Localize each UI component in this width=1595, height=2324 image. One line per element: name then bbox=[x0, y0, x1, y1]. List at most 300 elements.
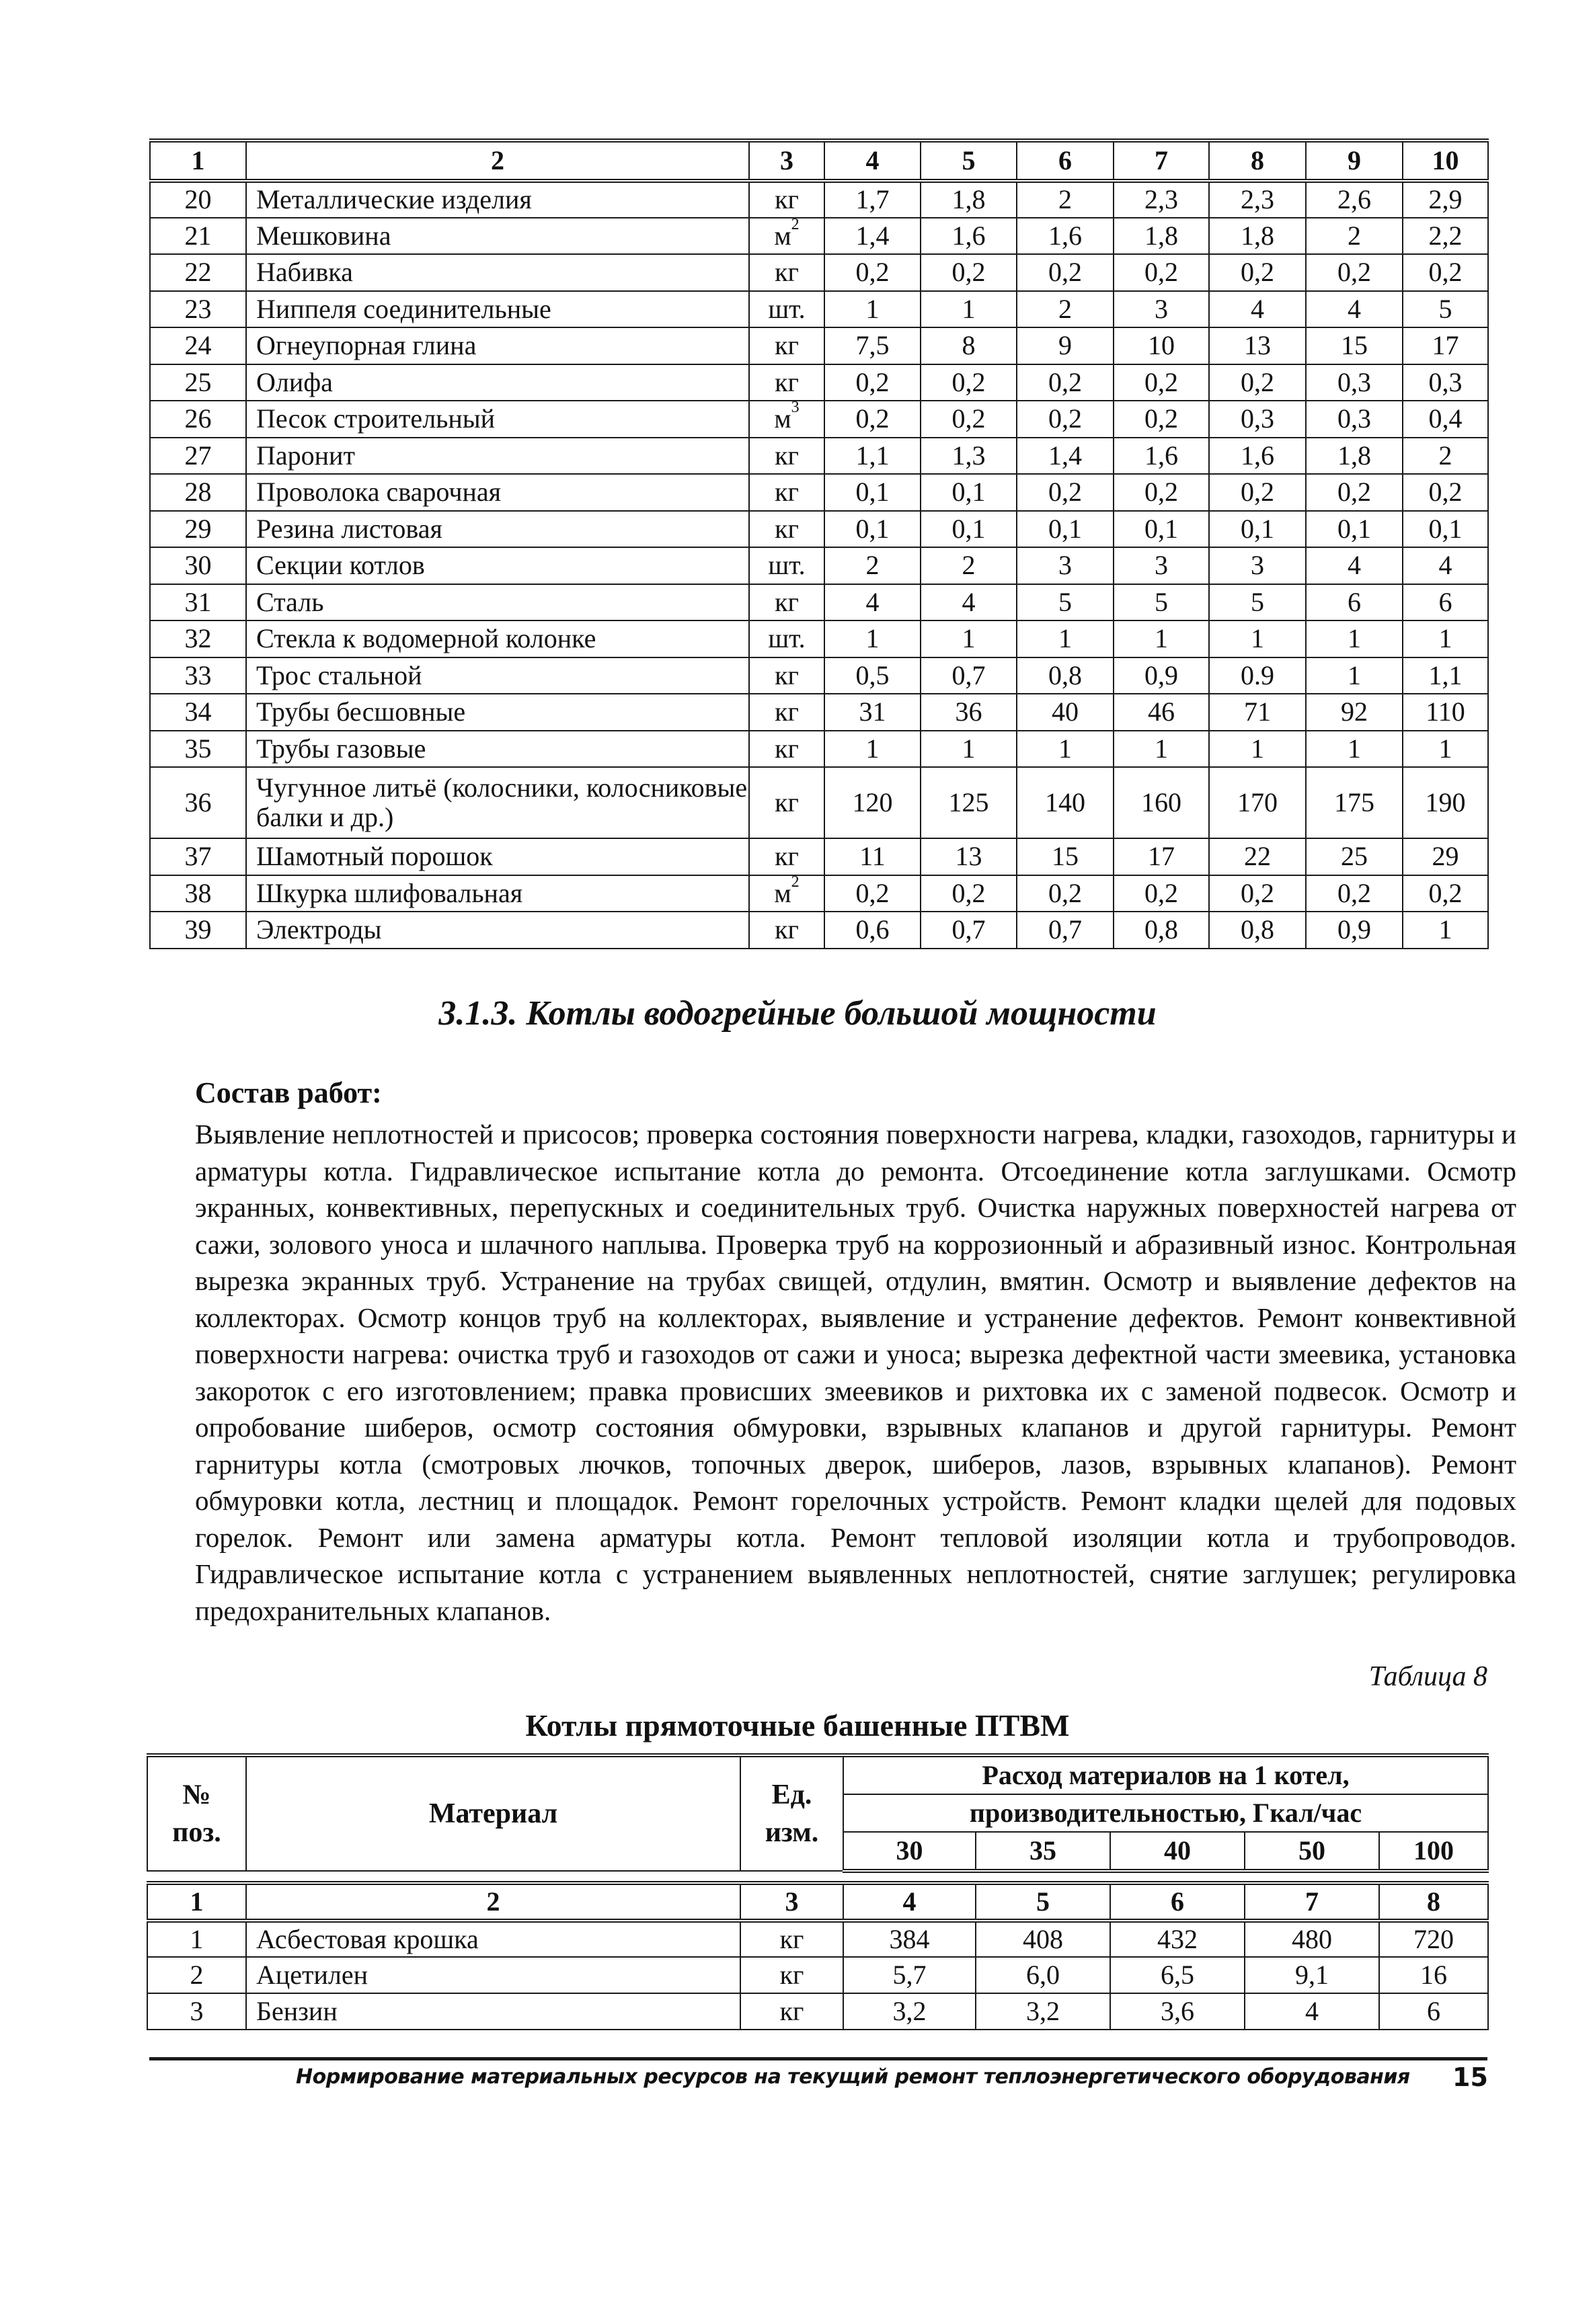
value-cell: 10 bbox=[1114, 327, 1209, 364]
unit: шт. bbox=[768, 550, 806, 581]
unit-exponent: 2 bbox=[791, 873, 800, 891]
position-number: 22 bbox=[150, 254, 246, 291]
unit: м bbox=[774, 220, 791, 251]
value-cell: 6,5 bbox=[1110, 1957, 1245, 1993]
value-cell: 1 bbox=[1017, 731, 1114, 768]
value-cell: 1,8 bbox=[921, 181, 1017, 218]
value-cell: 1 bbox=[1403, 620, 1488, 657]
value-cell: 29 bbox=[1403, 838, 1488, 875]
unit-cell bbox=[749, 547, 824, 584]
column-number: 1 bbox=[147, 1883, 246, 1921]
unit: кг bbox=[775, 513, 799, 544]
value-cell: 1 bbox=[1306, 657, 1403, 694]
unit-cell bbox=[749, 364, 824, 401]
unit-cell bbox=[749, 767, 824, 838]
column-number-row bbox=[147, 1883, 1488, 1921]
value-cell: 0,2 bbox=[1114, 254, 1209, 291]
unit: м bbox=[774, 877, 791, 908]
value-cell: 110 bbox=[1403, 694, 1488, 731]
unit: кг bbox=[775, 257, 799, 288]
value-cell: 1,4 bbox=[1017, 438, 1114, 475]
column-number: 9 bbox=[1306, 141, 1403, 181]
position-number: 26 bbox=[150, 401, 246, 438]
value-cell: 0,5 bbox=[824, 657, 921, 694]
value-cell: 0,8 bbox=[1114, 912, 1209, 949]
value-cell: 720 bbox=[1379, 1921, 1488, 1957]
table-row bbox=[150, 254, 1488, 291]
value-cell: 0,2 bbox=[1017, 474, 1114, 511]
value-cell: 0,2 bbox=[921, 401, 1017, 438]
value-cell: 17 bbox=[1114, 838, 1209, 875]
unit-cell bbox=[749, 731, 824, 768]
pos-header-line2: поз. bbox=[172, 1817, 221, 1848]
table-row bbox=[150, 181, 1488, 218]
value-cell: 0,2 bbox=[1017, 401, 1114, 438]
column-number: 4 bbox=[843, 1883, 976, 1921]
table-row bbox=[150, 327, 1488, 364]
value-cell: 0.9 bbox=[1209, 657, 1306, 694]
material-name: Сталь bbox=[246, 584, 749, 621]
unit-cell bbox=[749, 657, 824, 694]
position-number: 39 bbox=[150, 912, 246, 949]
value-cell: 40 bbox=[1017, 694, 1114, 731]
value-cell: 408 bbox=[976, 1921, 1110, 1957]
material-name: Асбестовая крошка bbox=[246, 1921, 740, 1957]
value-cell: 2 bbox=[824, 547, 921, 584]
value-cell: 384 bbox=[843, 1921, 976, 1957]
table-row bbox=[150, 657, 1488, 694]
column-number: 8 bbox=[1209, 141, 1306, 181]
material-name: Олифа bbox=[246, 364, 749, 401]
value-cell: 160 bbox=[1114, 767, 1209, 838]
value-cell: 0,8 bbox=[1209, 912, 1306, 949]
value-cell: 120 bbox=[824, 767, 921, 838]
table-row bbox=[150, 291, 1488, 328]
value-cell: 1 bbox=[1114, 620, 1209, 657]
table-reference: Таблица 8 bbox=[1368, 1661, 1487, 1692]
table-row bbox=[147, 1957, 1488, 1993]
value-cell: 2 bbox=[1017, 291, 1114, 328]
value-cell: 1,8 bbox=[1306, 438, 1403, 475]
value-cell: 5,7 bbox=[843, 1957, 976, 1993]
value-cell: 0,2 bbox=[824, 875, 921, 912]
unit: кг bbox=[775, 659, 799, 690]
unit-header-line2: изм. bbox=[765, 1817, 819, 1848]
value-cell: 0,7 bbox=[921, 657, 1017, 694]
material-name: Бензин bbox=[246, 1993, 740, 2030]
unit-cell bbox=[749, 327, 824, 364]
position-number: 28 bbox=[150, 474, 246, 511]
position-number: 32 bbox=[150, 620, 246, 657]
unit-cell bbox=[749, 401, 824, 438]
position-number: 1 bbox=[147, 1921, 246, 1957]
value-cell: 0,2 bbox=[921, 364, 1017, 401]
value-cell: 0,2 bbox=[1209, 474, 1306, 511]
column-number: 2 bbox=[246, 1883, 740, 1921]
value-cell: 0,1 bbox=[1114, 511, 1209, 548]
value-cell: 1,6 bbox=[921, 218, 1017, 255]
value-cell: 2,3 bbox=[1114, 181, 1209, 218]
value-cell: 1,8 bbox=[1114, 218, 1209, 255]
value-cell: 0,2 bbox=[921, 254, 1017, 291]
material-name: Секции котлов bbox=[246, 547, 749, 584]
value-cell: 0,7 bbox=[1017, 912, 1114, 949]
value-cell: 6 bbox=[1403, 584, 1488, 621]
table-row bbox=[150, 584, 1488, 621]
value-cell: 1,6 bbox=[1114, 438, 1209, 475]
value-cell: 92 bbox=[1306, 694, 1403, 731]
unit: кг bbox=[775, 440, 799, 471]
unit-cell bbox=[749, 438, 824, 475]
value-cell: 0,2 bbox=[1306, 474, 1403, 511]
consumption-header-line2: производительностью, Гкал/час bbox=[843, 1794, 1488, 1832]
value-cell: 0,2 bbox=[1306, 254, 1403, 291]
value-cell: 1,3 bbox=[921, 438, 1017, 475]
table-row bbox=[147, 1921, 1488, 1957]
value-cell: 0,2 bbox=[1114, 474, 1209, 511]
value-cell: 1 bbox=[824, 620, 921, 657]
value-cell: 1 bbox=[1403, 731, 1488, 768]
position-number: 2 bbox=[147, 1957, 246, 1993]
footer-text: Нормирование материальных ресурсов на текущий ремонт теплоэнергетического оборудования bbox=[296, 2065, 1410, 2089]
value-cell: 1,6 bbox=[1209, 438, 1306, 475]
position-number: 21 bbox=[150, 218, 246, 255]
value-cell: 0,3 bbox=[1209, 401, 1306, 438]
position-number: 30 bbox=[150, 547, 246, 584]
value-cell: 1 bbox=[1306, 620, 1403, 657]
material-name: Трубы бесшовные bbox=[246, 694, 749, 731]
unit-cell bbox=[749, 584, 824, 621]
value-cell: 3 bbox=[1017, 547, 1114, 584]
position-number: 36 bbox=[150, 767, 246, 838]
value-cell: 7,5 bbox=[824, 327, 921, 364]
capacity-header: 100 bbox=[1379, 1832, 1488, 1871]
column-number: 5 bbox=[921, 141, 1017, 181]
value-cell: 9 bbox=[1017, 327, 1114, 364]
material-name: Резина листовая bbox=[246, 511, 749, 548]
value-cell: 2 bbox=[1306, 218, 1403, 255]
value-cell: 0,8 bbox=[1017, 657, 1114, 694]
value-cell: 5 bbox=[1114, 584, 1209, 621]
spacer bbox=[147, 1871, 1488, 1883]
unit-cell bbox=[749, 511, 824, 548]
table-row bbox=[150, 838, 1488, 875]
value-cell: 1 bbox=[1306, 731, 1403, 768]
value-cell: 31 bbox=[824, 694, 921, 731]
unit: м bbox=[774, 403, 791, 434]
table-row bbox=[150, 875, 1488, 912]
value-cell: 2,3 bbox=[1209, 181, 1306, 218]
value-cell: 1,8 bbox=[1209, 218, 1306, 255]
value-cell: 3 bbox=[1114, 547, 1209, 584]
material-name: Проволока сварочная bbox=[246, 474, 749, 511]
table-row bbox=[150, 474, 1488, 511]
value-cell: 2,9 bbox=[1403, 181, 1488, 218]
value-cell: 0,1 bbox=[1017, 511, 1114, 548]
position-number: 37 bbox=[150, 838, 246, 875]
column-number: 1 bbox=[150, 141, 246, 181]
value-cell: 0,2 bbox=[1114, 401, 1209, 438]
value-cell: 0,2 bbox=[1209, 364, 1306, 401]
material-name: Ниппеля соединительные bbox=[246, 291, 749, 328]
unit-cell bbox=[749, 291, 824, 328]
section-title: 3.1.3. Котлы водогрейные большой мощности bbox=[438, 994, 1157, 1033]
value-cell: 1,1 bbox=[1403, 657, 1488, 694]
value-cell: 4 bbox=[1306, 291, 1403, 328]
value-cell: 1,6 bbox=[1017, 218, 1114, 255]
value-cell: 0,1 bbox=[1403, 511, 1488, 548]
value-cell: 0,1 bbox=[1306, 511, 1403, 548]
capacity-header: 40 bbox=[1110, 1832, 1245, 1871]
value-cell: 0,2 bbox=[1306, 875, 1403, 912]
table-row bbox=[150, 767, 1488, 838]
value-cell: 0,2 bbox=[824, 364, 921, 401]
position-number: 24 bbox=[150, 327, 246, 364]
value-cell: 4 bbox=[1245, 1993, 1379, 2030]
materials-table-continued bbox=[149, 138, 1489, 949]
value-cell: 0,2 bbox=[1017, 364, 1114, 401]
value-cell: 140 bbox=[1017, 767, 1114, 838]
table-row bbox=[150, 218, 1488, 255]
value-cell: 4 bbox=[1403, 547, 1488, 584]
unit: кг bbox=[775, 733, 799, 764]
unit: кг bbox=[775, 586, 799, 617]
column-number: 4 bbox=[824, 141, 921, 181]
value-cell: 0,1 bbox=[921, 474, 1017, 511]
value-cell: 190 bbox=[1403, 767, 1488, 838]
position-number: 29 bbox=[150, 511, 246, 548]
value-cell: 0,2 bbox=[1403, 474, 1488, 511]
capacity-header: 50 bbox=[1245, 1832, 1379, 1871]
value-cell: 6 bbox=[1306, 584, 1403, 621]
position-number: 31 bbox=[150, 584, 246, 621]
material-name: Набивка bbox=[246, 254, 749, 291]
value-cell: 175 bbox=[1306, 767, 1403, 838]
unit-exponent: 3 bbox=[791, 399, 800, 417]
value-cell: 13 bbox=[921, 838, 1017, 875]
value-cell: 1 bbox=[1017, 620, 1114, 657]
table-row bbox=[150, 694, 1488, 731]
unit: кг bbox=[740, 1921, 843, 1957]
value-cell: 0,2 bbox=[1114, 875, 1209, 912]
value-cell: 2,6 bbox=[1306, 181, 1403, 218]
value-cell: 2 bbox=[1403, 438, 1488, 475]
material-name: Стекла к водомерной колонке bbox=[246, 620, 749, 657]
column-number-row bbox=[150, 141, 1488, 181]
spacer-row bbox=[147, 1871, 1488, 1883]
unit: кг bbox=[775, 184, 799, 215]
value-cell: 0,7 bbox=[921, 912, 1017, 949]
value-cell: 5 bbox=[1403, 291, 1488, 328]
value-cell: 8 bbox=[921, 327, 1017, 364]
value-cell: 36 bbox=[921, 694, 1017, 731]
position-number: 23 bbox=[150, 291, 246, 328]
page-number: 15 bbox=[1452, 2062, 1488, 2092]
column-number: 5 bbox=[976, 1883, 1110, 1921]
value-cell: 1 bbox=[921, 731, 1017, 768]
table-title: Котлы прямоточные башенные ПТВМ bbox=[525, 1708, 1070, 1742]
value-cell: 13 bbox=[1209, 327, 1306, 364]
value-cell: 17 bbox=[1403, 327, 1488, 364]
pos-header bbox=[147, 1755, 246, 1871]
value-cell: 125 bbox=[921, 767, 1017, 838]
value-cell: 1 bbox=[1209, 620, 1306, 657]
value-cell: 0,3 bbox=[1306, 364, 1403, 401]
unit: кг bbox=[775, 330, 799, 361]
value-cell: 5 bbox=[1017, 584, 1114, 621]
value-cell: 6,0 bbox=[976, 1957, 1110, 1993]
unit-cell bbox=[749, 838, 824, 875]
value-cell: 0,3 bbox=[1403, 364, 1488, 401]
material-name: Огнеупорная глина bbox=[246, 327, 749, 364]
value-cell: 11 bbox=[824, 838, 921, 875]
value-cell: 1 bbox=[824, 291, 921, 328]
capacity-header: 35 bbox=[976, 1832, 1110, 1871]
value-cell: 4 bbox=[824, 584, 921, 621]
value-cell: 0,6 bbox=[824, 912, 921, 949]
value-cell: 1,4 bbox=[824, 218, 921, 255]
value-cell: 15 bbox=[1306, 327, 1403, 364]
unit: кг bbox=[775, 366, 799, 397]
value-cell: 0,2 bbox=[1017, 875, 1114, 912]
column-number: 10 bbox=[1403, 141, 1488, 181]
value-cell: 46 bbox=[1114, 694, 1209, 731]
value-cell: 0,2 bbox=[921, 875, 1017, 912]
composition-label: Состав работ: bbox=[195, 1076, 382, 1109]
material-name: Мешковина bbox=[246, 218, 749, 255]
position-number: 20 bbox=[150, 181, 246, 218]
value-cell: 0,1 bbox=[824, 474, 921, 511]
column-number: 6 bbox=[1017, 141, 1114, 181]
value-cell: 0,1 bbox=[921, 511, 1017, 548]
table-row bbox=[150, 511, 1488, 548]
unit: кг bbox=[775, 841, 799, 872]
value-cell: 1 bbox=[1403, 912, 1488, 949]
unit-cell bbox=[749, 875, 824, 912]
value-cell: 4 bbox=[1306, 547, 1403, 584]
value-cell: 170 bbox=[1209, 767, 1306, 838]
position-number: 25 bbox=[150, 364, 246, 401]
position-number: 33 bbox=[150, 657, 246, 694]
value-cell: 16 bbox=[1379, 1957, 1488, 1993]
value-cell: 1 bbox=[921, 620, 1017, 657]
value-cell: 0,1 bbox=[1209, 511, 1306, 548]
value-cell: 2 bbox=[1017, 181, 1114, 218]
value-cell: 0,9 bbox=[1306, 912, 1403, 949]
header-row bbox=[147, 1755, 1488, 1794]
column-number: 6 bbox=[1110, 1883, 1245, 1921]
column-number: 7 bbox=[1245, 1883, 1379, 1921]
material-name: Песок строительный bbox=[246, 401, 749, 438]
value-cell: 0,9 bbox=[1114, 657, 1209, 694]
value-cell: 1 bbox=[921, 291, 1017, 328]
value-cell: 3 bbox=[1209, 547, 1306, 584]
value-cell: 5 bbox=[1209, 584, 1306, 621]
value-cell: 71 bbox=[1209, 694, 1306, 731]
value-cell: 0,2 bbox=[1403, 254, 1488, 291]
material-header: Материал bbox=[246, 1755, 740, 1871]
value-cell: 1,7 bbox=[824, 181, 921, 218]
value-cell: 3 bbox=[1114, 291, 1209, 328]
table-row bbox=[150, 401, 1488, 438]
unit-cell bbox=[749, 474, 824, 511]
pos-header-line1: № bbox=[182, 1779, 211, 1810]
column-number: 3 bbox=[740, 1883, 843, 1921]
value-cell: 9,1 bbox=[1245, 1957, 1379, 1993]
value-cell: 0,2 bbox=[1403, 875, 1488, 912]
composition-text: Выявление неплотностей и присосов; проверка состояния поверхности нагрева, кладки, газоходов, гарнитуры и арматуры котла. Гидравлическое испытание котла до ремонта. Отсоединение котла заглушками. Осмотр экранных, конвективных, перепускных и соединительных труб. Очистка наружных поверхностей нагрева от сажи, золового уноса и шлачного наплыва. Проверка труб на коррозионный и абразивный износ. Контрольная вырезка экранных труб. Устранение на трубах свищей, отдулин, вмятин. Осмотр и выявление дефектов на коллекторах. Осмотр концов труб на коллекторах, выявление и устранение дефектов. Ремонт конвективной поверхности нагрева: очистка труб и газоходов от сажи и уноса; вырезка дефектной части змеевика, установка закороток с его изготовлением; правка провисших змеевиков и рихтовка их с заменой подвесок. Осмотр и опробование шиберов, осмотр состояния обмуровки, взрывных клапанов и другой гарнитуры. Ремонт гарнитуры котла (смотровых лючков, топочных дверок, шиберов, лазов, взрывных клапанов). Ремонт обмуровки котла, лестниц и площадок. Ремонт горелочных устройств. Ремонт кладки щелей для подовых горелок. Ремонт или замена арматуры котла. Ремонт тепловой изоляции котла и трубопроводов. Гидравлическое испытание котла с устранением выявленных неплотностей, снятие заглушек; регулировка предохранительных клапанов. bbox=[195, 1119, 1516, 1626]
position-number: 34 bbox=[150, 694, 246, 731]
value-cell: 0,2 bbox=[1209, 254, 1306, 291]
material-name: Металлические изделия bbox=[246, 181, 749, 218]
unit-cell bbox=[749, 620, 824, 657]
capacity-header: 30 bbox=[843, 1832, 976, 1871]
value-cell: 2 bbox=[921, 547, 1017, 584]
column-number: 2 bbox=[246, 141, 749, 181]
value-cell: 3,6 bbox=[1110, 1993, 1245, 2030]
table-row bbox=[150, 620, 1488, 657]
value-cell: 0,2 bbox=[824, 254, 921, 291]
position-number: 3 bbox=[147, 1993, 246, 2030]
unit: кг bbox=[775, 914, 799, 945]
value-cell: 0,2 bbox=[824, 401, 921, 438]
material-name: Электроды bbox=[246, 912, 749, 949]
value-cell: 4 bbox=[921, 584, 1017, 621]
value-cell: 3,2 bbox=[976, 1993, 1110, 2030]
value-cell: 0,2 bbox=[1017, 254, 1114, 291]
unit: кг bbox=[775, 787, 799, 817]
unit: кг bbox=[740, 1957, 843, 1993]
value-cell: 1 bbox=[1114, 731, 1209, 768]
value-cell: 432 bbox=[1110, 1921, 1245, 1957]
column-number: 7 bbox=[1114, 141, 1209, 181]
position-number: 38 bbox=[150, 875, 246, 912]
unit-exponent: 2 bbox=[791, 215, 800, 233]
unit: шт. bbox=[768, 293, 806, 324]
unit-cell bbox=[749, 181, 824, 218]
table-row bbox=[150, 438, 1488, 475]
value-cell: 15 bbox=[1017, 838, 1114, 875]
value-cell: 6 bbox=[1379, 1993, 1488, 2030]
unit-cell bbox=[749, 694, 824, 731]
value-cell: 22 bbox=[1209, 838, 1306, 875]
value-cell: 0,4 bbox=[1403, 401, 1488, 438]
value-cell: 480 bbox=[1245, 1921, 1379, 1957]
unit: кг bbox=[740, 1993, 843, 2030]
unit-cell bbox=[749, 254, 824, 291]
unit-header-line1: Ед. bbox=[771, 1779, 812, 1810]
value-cell: 25 bbox=[1306, 838, 1403, 875]
position-number: 27 bbox=[150, 438, 246, 475]
material-name: Шкурка шлифовальная bbox=[246, 875, 749, 912]
material-name: Паронит bbox=[246, 438, 749, 475]
table-row bbox=[147, 1993, 1488, 2030]
value-cell: 1 bbox=[824, 731, 921, 768]
unit-cell bbox=[749, 215, 824, 255]
material-name: Трос стальной bbox=[246, 657, 749, 694]
value-cell: 1 bbox=[1209, 731, 1306, 768]
value-cell: 4 bbox=[1209, 291, 1306, 328]
unit-cell bbox=[749, 912, 824, 949]
unit: кг bbox=[775, 696, 799, 727]
unit-header bbox=[740, 1755, 843, 1871]
column-number: 8 bbox=[1379, 1883, 1488, 1921]
value-cell: 0,2 bbox=[1209, 875, 1306, 912]
table-row bbox=[150, 364, 1488, 401]
value-cell: 0,2 bbox=[1114, 364, 1209, 401]
table-8 bbox=[147, 1753, 1489, 2030]
material-name: Трубы газовые bbox=[246, 731, 749, 768]
